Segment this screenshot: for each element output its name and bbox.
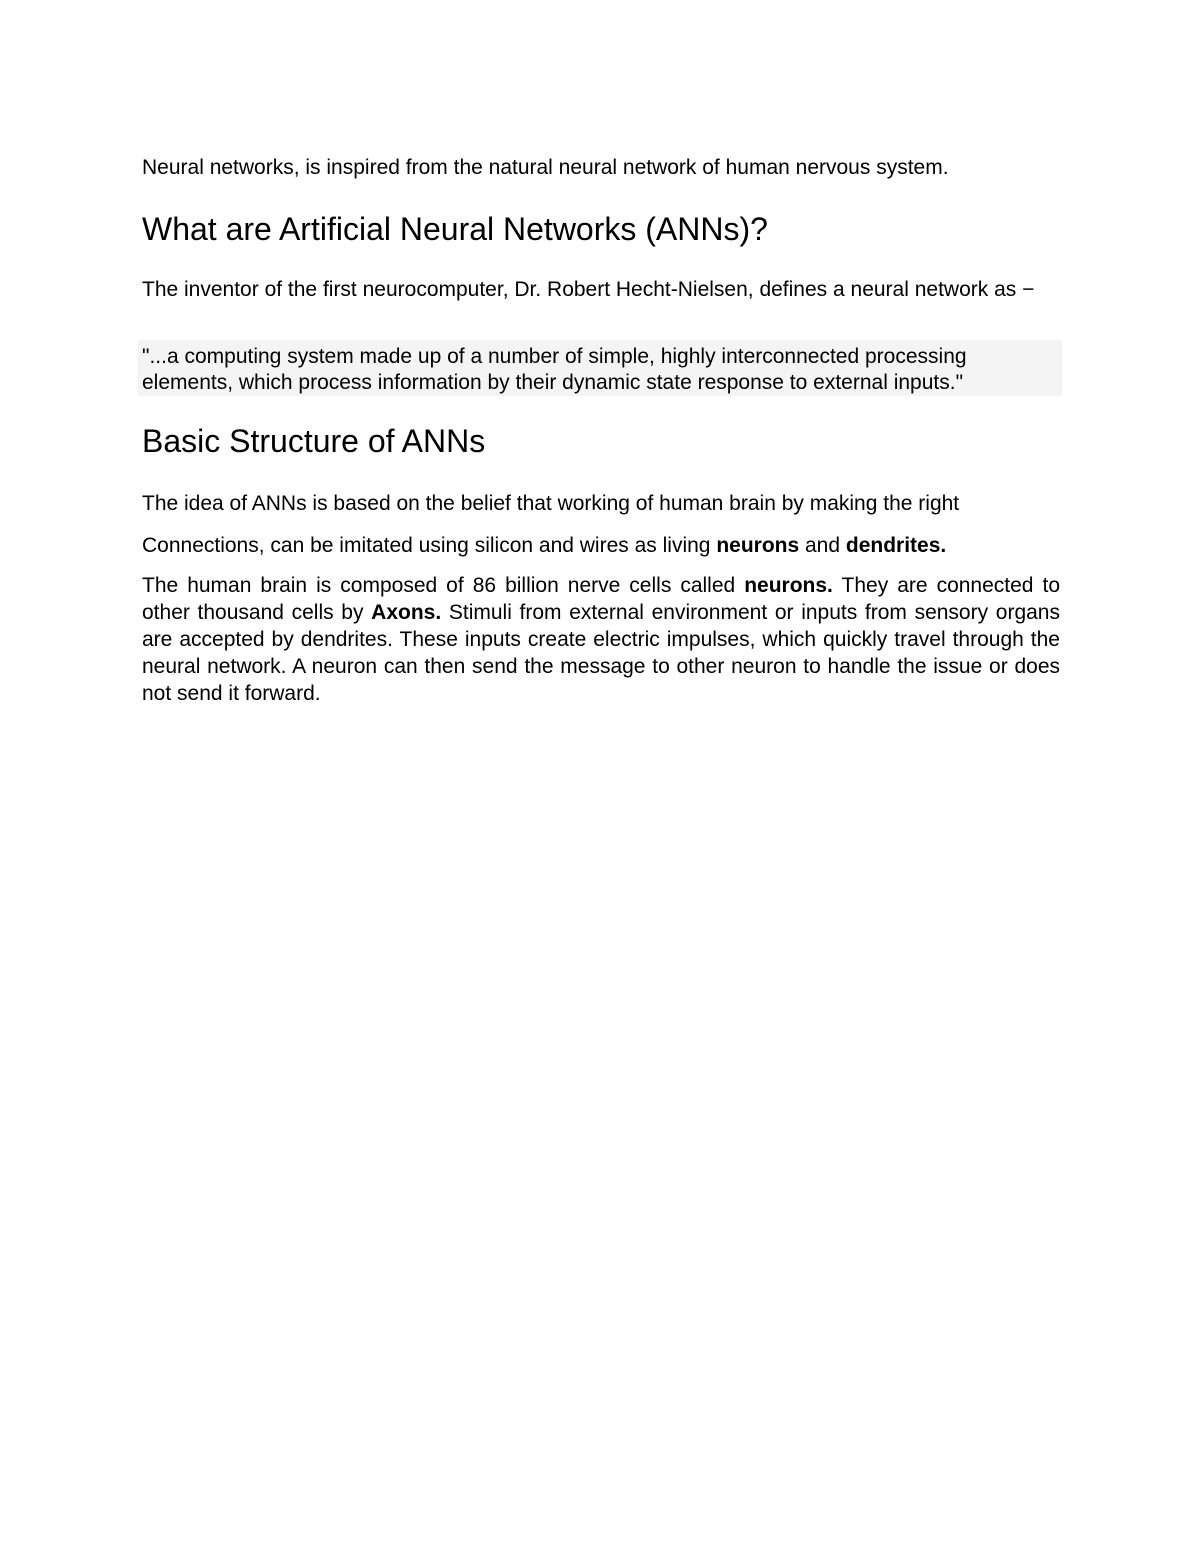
structure-paragraph-1: The idea of ANNs is based on the belief that working of human brain by making the right — [142, 492, 960, 515]
section-heading-what-are-anns: What are Artificial Neural Networks (ANNs)? — [142, 211, 768, 247]
paragraph-text: The human brain is composed of 86 billion nerve cells called — [142, 574, 745, 597]
paragraph-text: They are connected to other thousand cells by — [142, 574, 1060, 624]
intro-paragraph: Neural networks, is inspired from the natural neural network of human nervous system. — [142, 156, 949, 179]
definition-intro-paragraph: The inventor of the first neurocomputer, Dr. Robert Hecht-Nielsen, defines a neural network as − — [142, 278, 1035, 301]
paragraph-text: Connections, can be imitated using silicon and wires as living — [142, 534, 717, 557]
term-dendrites: dendrites. — [845, 534, 947, 557]
term-neurons: neurons. — [744, 574, 833, 597]
section-heading-basic-structure: Basic Structure of ANNs — [142, 423, 486, 459]
structure-paragraph-2 — [142, 532, 1060, 559]
paragraph-text: Stimuli from external environment or inputs from sensory organs are accepted by dendrites. These inputs create electric impulses, which quickly travel through the neural network. A neuron can then send the message to other neuron to handle the issue or does not send it forward. — [142, 601, 1060, 705]
term-neurons: neurons — [716, 534, 800, 557]
definition-quote: "...a computing system made up of a number of simple, highly interconnected processing elements, which process information by their dynamic state response to external inputs." — [142, 345, 967, 394]
structure-paragraph-3 — [142, 572, 1060, 707]
paragraph-text: and — [799, 534, 846, 557]
term-axons: Axons. — [371, 601, 442, 624]
